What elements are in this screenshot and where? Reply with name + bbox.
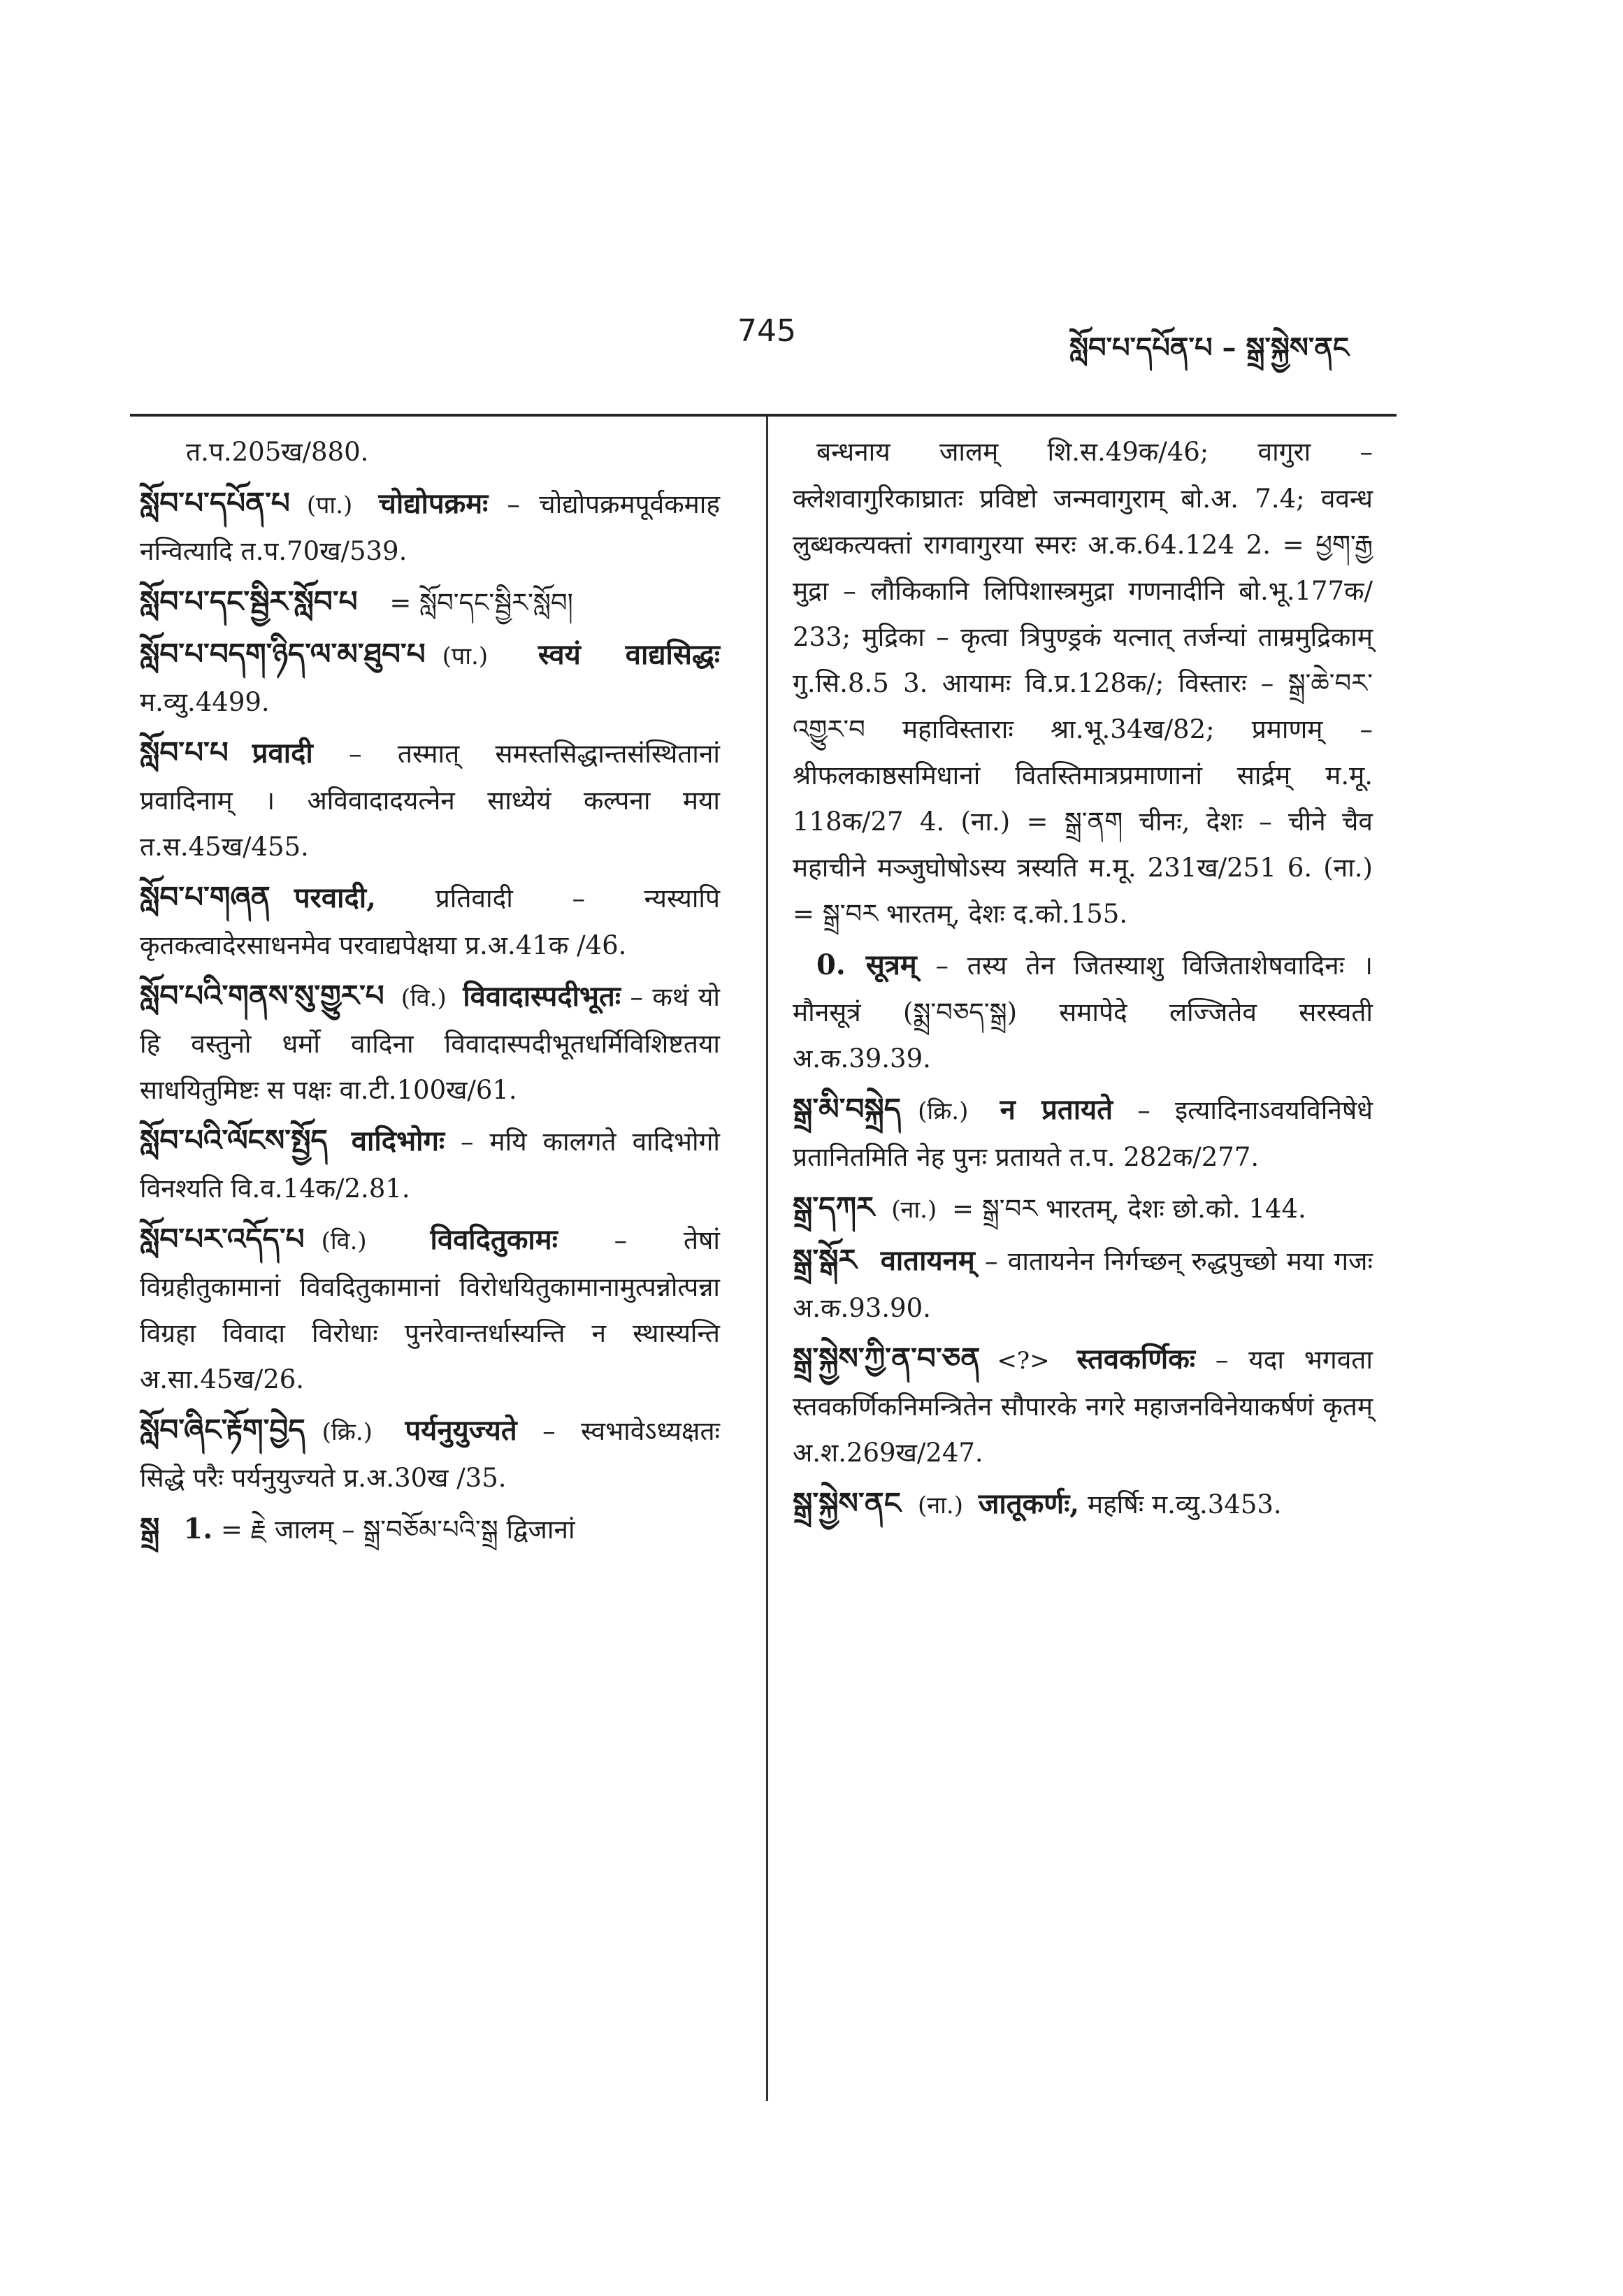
dictionary-entry	[793, 1336, 1373, 1476]
entry-sanskrit: वादिभोगः	[351, 1125, 445, 1157]
entry-text: प्रतिवादी – न्यस्यापि कृतकत्वादेरसाधनमेव परवाद्यपेक्षया प्र.अ.41क /46.	[140, 883, 721, 960]
entry-sanskrit: न प्रतायते	[1000, 1093, 1113, 1126]
entry-headword: སྒྲ་སྒོར	[793, 1243, 857, 1277]
left-column	[140, 428, 720, 1558]
dictionary-entry	[793, 1480, 1373, 1529]
entry-text: – तस्य तेन जितस्याशु विजिताशेषवादिनः । मौनसूत्रं (སྨྲ་བཅད་སྒྲ) समापेदे लज्जितेव सरस्वती अ.क.39.39.	[793, 951, 1373, 1074]
entry-text: = སློབ་དང་སྦྱིར་སློབ།	[389, 588, 573, 618]
entry-headword: སློབ་པ་དང་སྦྱིར་སློབ་པ	[140, 584, 358, 619]
entry-headword: སྒྲ་མི་བསྐྲེད	[793, 1092, 902, 1126]
entry-headword: སློབ་པར་འདོད་པ	[140, 1222, 305, 1256]
entry-text: – चोद्योपक्रमपूर्वकमाह नन्वित्यादि त.प.70ख/539.	[140, 489, 721, 566]
entry-sanskrit: प्रवादी	[252, 737, 313, 770]
entry-grammar-tag: (ना.)	[917, 1492, 963, 1519]
entry-headword: སློབ་པ་དཔོན་པ	[140, 486, 290, 520]
entry-text: बन्धनाय जालम् शि.स.49क/46; वागुरा – क्लेशवागुरिकाघ्रातः प्रविष्टो जन्मवागुराम् बो.अ. 7.4; ववन्ध लुब्धकत्यक्तां रागवागुरया स्मरः अ.क.64.124 2. = ཕྱག་རྒྱ मुद्रा – लौकिकानि लिपिशास्त्रमुद्रा गणनादीनि बो.भू.177क/ 233; मुद्रिका – कृत्वा त्रिपुण्ड्रकं यत्नात् तर्जन्यां ताम्रमुद्रिकाम् गु.सि.8.5 3. आयामः वि.प्र.128क/; विस्तारः – སྒྲ་ཆེ་བར་འགྱུར་བ महाविस्ताराः श्रा.भू.34ख/82; प्रमाणम् – श्रीफलकाष्ठसमिधानां वितस्तिमात्रप्रमाणानां सार्द्रम् म.मू. 118क/27 4. (ना.) = སྒྲ་ནག चीनः, देशः – चीने चैव महाचीने मञ्जुघोषोऽस्य त्रस्यति म.मू. 231ख/251 6. (ना.) = སྒྲ་བར भारतम्, देशः द.को.155.	[793, 437, 1373, 929]
entry-text: = སྒྲ་བར भारतम्, देशः छो.को. 144.	[952, 1194, 1306, 1224]
entry-headword: སྒྲ་དཀར	[793, 1190, 875, 1225]
header-rule	[130, 414, 1397, 417]
running-head: སློབ་པ་དཔོན་པ – སྒྲ་སྐྱེས་ནང	[1069, 331, 1350, 364]
entry-headword: སློབ་ཞིང་རྟོག་བྱེད	[140, 1413, 305, 1447]
entry-headword: སློབ་པ་པ	[140, 735, 229, 770]
entry-headword: སྒྲ	[140, 1511, 160, 1545]
entry-headword: སྒྲ་སྐྱེས་ཀྱི་ན་བ་ཅན	[793, 1341, 981, 1376]
entry-sanskrit: 0. सूत्रम्	[816, 948, 917, 981]
entry-text: – इत्यादिनाऽवयविनिषेधे प्रतानितमिति नेह पुनः प्रतायते त.प. 282क/277.	[793, 1095, 1373, 1172]
entry-text: – स्वभावेऽध्यक्षतः सिद्धे परैः पर्यनुयुज्यते प्र.अ.30ख /35.	[140, 1416, 721, 1493]
dictionary-entry	[793, 1086, 1373, 1181]
entry-headword: སློབ་པ་བདག་ཉིད་ལ་མ་ཐུབ་པ	[140, 637, 426, 671]
dictionary-entry	[140, 428, 720, 476]
entry-text: – मयि कालगते वादिभोगो विनश्यति वि.व.14क/2.81.	[140, 1127, 720, 1204]
entry-headword: སློབ་པའི་ལོངས་སྤྱོད	[140, 1123, 328, 1157]
entry-sanskrit: वातायनम्	[880, 1244, 975, 1277]
entry-sanskrit: विवदितुकामः	[430, 1223, 558, 1256]
entry-sanskrit: चोद्योपक्रमः	[378, 487, 489, 520]
dictionary-entry	[140, 973, 720, 1113]
entry-grammar-tag: (पा.)	[306, 491, 353, 519]
entry-grammar-tag: (पा.)	[442, 642, 489, 670]
entry-grammar-tag: (वि.)	[401, 984, 447, 1012]
dictionary-entry	[793, 428, 1373, 937]
entry-sanskrit: स्तवकर्णिकः	[1076, 1343, 1195, 1376]
entry-grammar-tag: (वि.)	[321, 1227, 367, 1255]
entry-sanskrit: 1.	[183, 1512, 213, 1545]
column-divider	[766, 417, 768, 2101]
dictionary-entry	[140, 1407, 720, 1501]
entry-sanskrit: स्वयं वाद्यसिद्धः	[538, 638, 720, 671]
entry-text: – वातायनेन निर्गच्छन् रुद्धपुच्छो मया गजः अ.क.93.90.	[793, 1246, 1373, 1323]
dictionary-entry	[140, 631, 720, 725]
dictionary-entry	[140, 730, 720, 870]
entry-text: – कथं यो हि वस्तुनो धर्मो वादिना विवादास्पदीभूतधर्मिविशिष्टतया साधयितुमिष्टः स पक्षः वा.टी.100ख/61.	[140, 982, 721, 1105]
entry-text: = རྗེ जालम् – སྒྲ་བཅོམ་པའི་སྒྲ द्विजानां	[220, 1515, 575, 1545]
dictionary-entry	[140, 1118, 720, 1212]
entry-grammar-tag: (ना.)	[891, 1196, 937, 1224]
dictionary-entry	[140, 1506, 720, 1554]
entry-text: – तेषां विग्रहीतुकामानां विवदितुकामानां विरोधयितुकामानामुत्पन्नोत्पन्ना विग्रहा विवादा विरोधाः पुनरेवान्तर्धास्यन्ति न स्थास्यन्ति अ.सा.45ख/26.	[140, 1225, 721, 1394]
entry-sanskrit: परवादी,	[294, 881, 377, 914]
dictionary-entry	[793, 1237, 1373, 1331]
dictionary-entry	[793, 1185, 1373, 1233]
page-number: 745	[737, 313, 796, 349]
entry-sanskrit: जातूकर्णः,	[978, 1487, 1080, 1520]
entry-headword: སློབ་པའི་གནས་སུ་གྱུར་པ	[140, 979, 384, 1013]
dictionary-entry	[140, 579, 720, 627]
entry-text: – यदा भगवता स्तवकर्णिकनिमन्त्रितेन सौपारके नगरे महाजनविनेयाकर्षणं कृतम् अ.श.269ख/247.	[793, 1345, 1373, 1468]
entry-grammar-tag: <?>	[997, 1347, 1050, 1375]
entry-headword: སློབ་པ་གཞན	[140, 880, 270, 914]
entry-grammar-tag: (क्रि.)	[322, 1418, 373, 1446]
entry-sanskrit: विवादास्पदीभूतः	[463, 980, 621, 1013]
dictionary-entry	[140, 874, 720, 969]
entry-text: महर्षिः म.व्यु.3453.	[1088, 1489, 1282, 1519]
entry-headword: སྒྲ་སྐྱེས་ནང	[793, 1486, 901, 1520]
entry-text: त.प.205ख/880.	[186, 437, 369, 467]
right-column	[793, 428, 1373, 1533]
dictionary-entry	[140, 1216, 720, 1403]
entry-text: – तस्मात् समस्तसिद्धान्तसंस्थितानां प्रवादिनाम् । अविवादादयत्नेन साध्येयं कल्पना मया त.स.45ख/455.	[140, 739, 721, 862]
dictionary-entry	[793, 941, 1373, 1082]
dictionary-entry	[140, 480, 720, 575]
entry-grammar-tag: (क्रि.)	[918, 1097, 969, 1125]
entry-sanskrit: पर्यनुयुज्यते	[405, 1414, 517, 1447]
entry-text: म.व्यु.4499.	[140, 687, 270, 717]
